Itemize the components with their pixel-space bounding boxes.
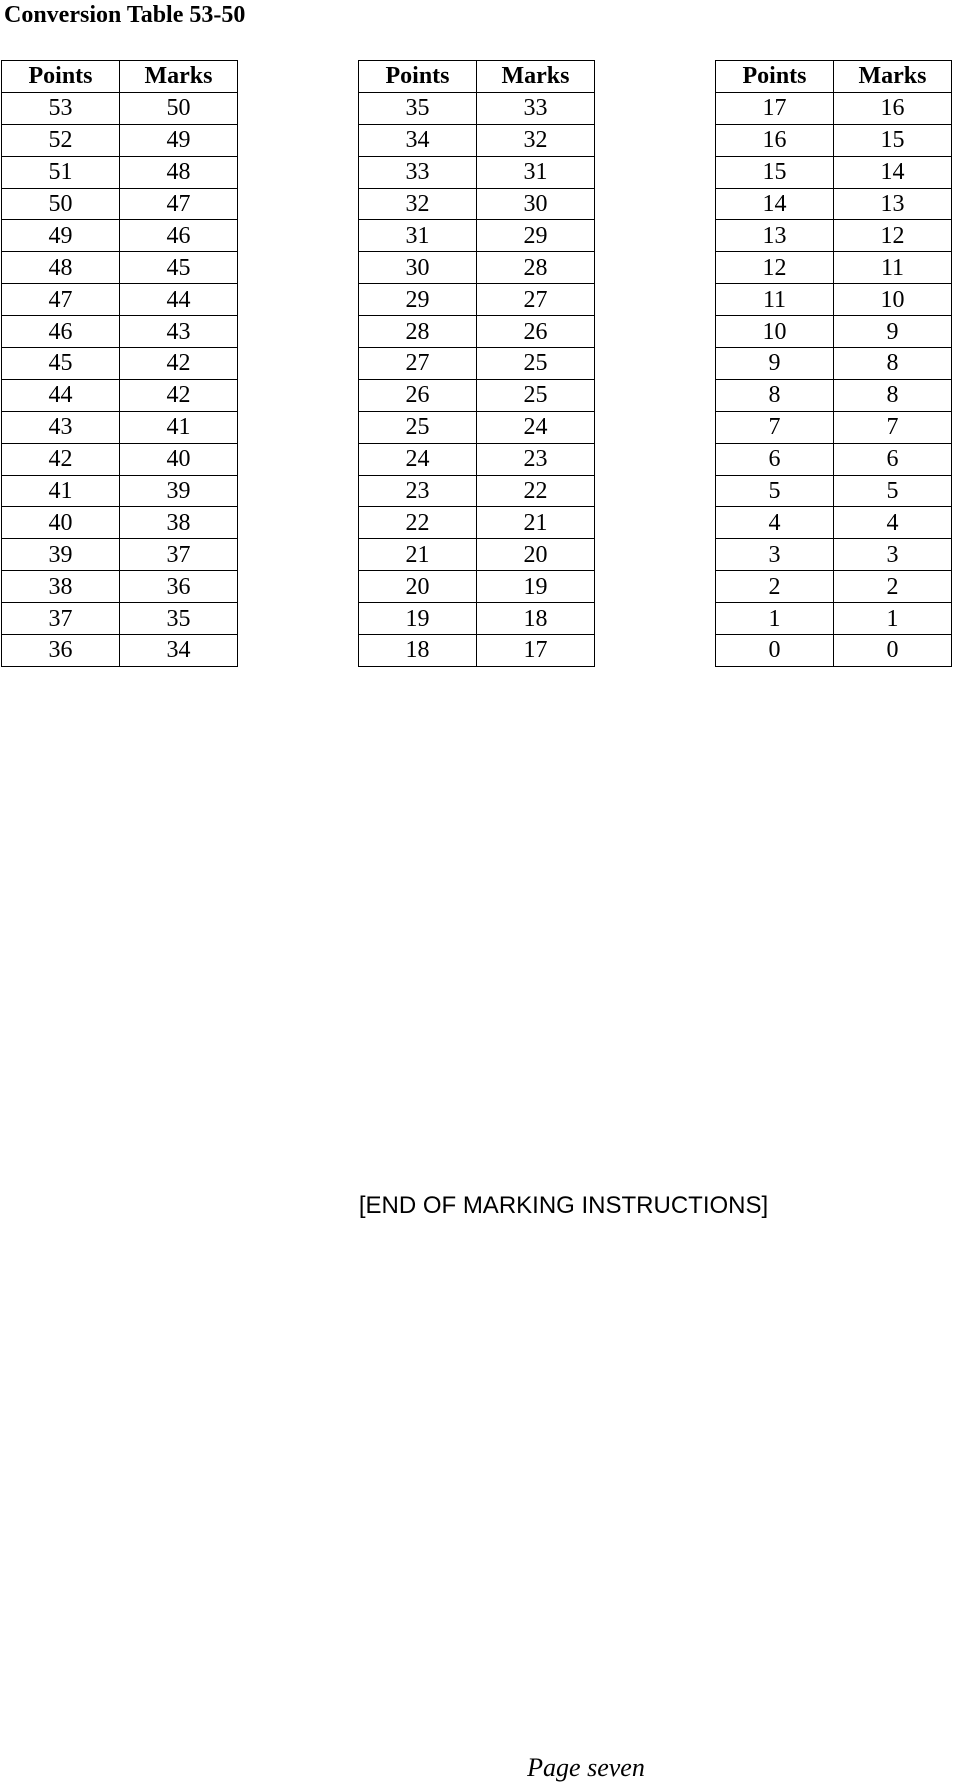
points-cell: 41 [2, 475, 120, 507]
table-row [716, 635, 952, 667]
points-cell: 37 [2, 603, 120, 635]
marks-cell: 33 [477, 92, 595, 124]
marks-cell: 27 [477, 284, 595, 316]
marks-cell: 19 [477, 571, 595, 603]
points-cell: 22 [359, 507, 477, 539]
points-cell: 9 [716, 348, 834, 380]
points-cell: 1 [716, 603, 834, 635]
marks-cell: 29 [477, 220, 595, 252]
marks-cell: 25 [477, 379, 595, 411]
table-row [716, 475, 952, 507]
points-cell: 16 [716, 124, 834, 156]
table-header-row [716, 61, 952, 93]
points-cell: 20 [359, 571, 477, 603]
marks-cell: 9 [834, 316, 952, 348]
table-row [359, 348, 595, 380]
points-cell: 14 [716, 188, 834, 220]
points-cell: 12 [716, 252, 834, 284]
points-cell: 13 [716, 220, 834, 252]
points-cell: 38 [2, 571, 120, 603]
table-row [359, 475, 595, 507]
points-cell: 49 [2, 220, 120, 252]
marks-cell: 7 [834, 411, 952, 443]
marks-cell: 17 [477, 635, 595, 667]
marks-cell: 41 [120, 411, 238, 443]
table-row [716, 220, 952, 252]
points-cell: 2 [716, 571, 834, 603]
marks-cell: 15 [834, 124, 952, 156]
marks-cell: 6 [834, 443, 952, 475]
marks-cell: 39 [120, 475, 238, 507]
table-row [359, 188, 595, 220]
marks-cell: 1 [834, 603, 952, 635]
table-row [359, 571, 595, 603]
table-row [716, 124, 952, 156]
marks-cell: 23 [477, 443, 595, 475]
table-row [359, 316, 595, 348]
conversion-table-2 [358, 60, 595, 667]
table-row [716, 156, 952, 188]
points-column-header: Points [716, 61, 834, 93]
points-cell: 44 [2, 379, 120, 411]
table-row [359, 603, 595, 635]
page-number: Page seven [527, 1753, 645, 1782]
marks-cell: 40 [120, 443, 238, 475]
points-cell: 4 [716, 507, 834, 539]
table-row [716, 188, 952, 220]
table-row [2, 443, 238, 475]
table-row [716, 603, 952, 635]
table-row [2, 348, 238, 380]
points-cell: 24 [359, 443, 477, 475]
points-cell: 50 [2, 188, 120, 220]
table-row [359, 252, 595, 284]
points-cell: 0 [716, 635, 834, 667]
points-cell: 48 [2, 252, 120, 284]
marks-cell: 49 [120, 124, 238, 156]
marks-cell: 26 [477, 316, 595, 348]
points-cell: 25 [359, 411, 477, 443]
points-cell: 43 [2, 411, 120, 443]
table-row [2, 156, 238, 188]
points-cell: 40 [2, 507, 120, 539]
marks-cell: 21 [477, 507, 595, 539]
points-cell: 29 [359, 284, 477, 316]
points-cell: 19 [359, 603, 477, 635]
points-cell: 27 [359, 348, 477, 380]
table-row [2, 571, 238, 603]
points-cell: 47 [2, 284, 120, 316]
marks-cell: 10 [834, 284, 952, 316]
points-cell: 23 [359, 475, 477, 507]
points-cell: 52 [2, 124, 120, 156]
end-of-marking-instructions: [END OF MARKING INSTRUCTIONS] [358, 1192, 769, 1219]
table-row [359, 539, 595, 571]
points-cell: 17 [716, 92, 834, 124]
marks-cell: 43 [120, 316, 238, 348]
marks-cell: 8 [834, 379, 952, 411]
marks-cell: 18 [477, 603, 595, 635]
marks-cell: 30 [477, 188, 595, 220]
points-cell: 46 [2, 316, 120, 348]
table-row [359, 284, 595, 316]
marks-cell: 34 [120, 635, 238, 667]
table-row [359, 220, 595, 252]
table-row [2, 411, 238, 443]
table-row [2, 539, 238, 571]
marks-cell: 20 [477, 539, 595, 571]
table-row [2, 379, 238, 411]
marks-cell: 0 [834, 635, 952, 667]
points-cell: 39 [2, 539, 120, 571]
table-row [2, 316, 238, 348]
marks-column-header: Marks [477, 61, 595, 93]
table-row [2, 603, 238, 635]
table-row [359, 156, 595, 188]
marks-column-header: Marks [120, 61, 238, 93]
table-row [2, 284, 238, 316]
table-row [716, 316, 952, 348]
marks-cell: 48 [120, 156, 238, 188]
points-cell: 34 [359, 124, 477, 156]
table-row [359, 635, 595, 667]
points-cell: 26 [359, 379, 477, 411]
marks-cell: 3 [834, 539, 952, 571]
points-column-header: Points [359, 61, 477, 93]
marks-cell: 45 [120, 252, 238, 284]
points-column-header: Points [2, 61, 120, 93]
points-cell: 35 [359, 92, 477, 124]
marks-cell: 12 [834, 220, 952, 252]
table-header-row [2, 61, 238, 93]
points-cell: 28 [359, 316, 477, 348]
table-row [359, 92, 595, 124]
table-row [359, 443, 595, 475]
points-cell: 15 [716, 156, 834, 188]
points-cell: 30 [359, 252, 477, 284]
table-row [359, 411, 595, 443]
table-row [359, 379, 595, 411]
table-row [2, 475, 238, 507]
table-header-row [359, 61, 595, 93]
marks-cell: 37 [120, 539, 238, 571]
table-row [716, 507, 952, 539]
marks-cell: 31 [477, 156, 595, 188]
table-row [359, 507, 595, 539]
table-row [716, 92, 952, 124]
points-cell: 36 [2, 635, 120, 667]
table-row [716, 379, 952, 411]
table-row [359, 124, 595, 156]
points-cell: 11 [716, 284, 834, 316]
table-row [716, 284, 952, 316]
marks-cell: 44 [120, 284, 238, 316]
points-cell: 53 [2, 92, 120, 124]
marks-column-header: Marks [834, 61, 952, 93]
table-row [2, 92, 238, 124]
points-cell: 51 [2, 156, 120, 188]
points-cell: 21 [359, 539, 477, 571]
marks-cell: 50 [120, 92, 238, 124]
marks-cell: 5 [834, 475, 952, 507]
table-row [716, 348, 952, 380]
points-cell: 18 [359, 635, 477, 667]
marks-cell: 42 [120, 348, 238, 380]
points-cell: 3 [716, 539, 834, 571]
marks-cell: 42 [120, 379, 238, 411]
marks-cell: 11 [834, 252, 952, 284]
marks-cell: 36 [120, 571, 238, 603]
table-row [716, 571, 952, 603]
table-row [716, 539, 952, 571]
points-cell: 32 [359, 188, 477, 220]
points-cell: 6 [716, 443, 834, 475]
points-cell: 8 [716, 379, 834, 411]
marks-cell: 25 [477, 348, 595, 380]
points-cell: 7 [716, 411, 834, 443]
marks-cell: 2 [834, 571, 952, 603]
marks-cell: 38 [120, 507, 238, 539]
points-cell: 5 [716, 475, 834, 507]
marks-cell: 4 [834, 507, 952, 539]
marks-cell: 16 [834, 92, 952, 124]
table-row [716, 443, 952, 475]
marks-cell: 13 [834, 188, 952, 220]
marks-cell: 32 [477, 124, 595, 156]
points-cell: 33 [359, 156, 477, 188]
table-row [2, 252, 238, 284]
table-row [2, 507, 238, 539]
marks-cell: 47 [120, 188, 238, 220]
table-row [2, 188, 238, 220]
marks-cell: 22 [477, 475, 595, 507]
page-title: Conversion Table 53-50 [4, 2, 246, 28]
points-cell: 31 [359, 220, 477, 252]
marks-cell: 14 [834, 156, 952, 188]
table-row [716, 252, 952, 284]
conversion-table-1 [1, 60, 238, 667]
marks-cell: 24 [477, 411, 595, 443]
marks-cell: 46 [120, 220, 238, 252]
marks-cell: 35 [120, 603, 238, 635]
marks-cell: 28 [477, 252, 595, 284]
points-cell: 10 [716, 316, 834, 348]
table-row [716, 411, 952, 443]
marks-cell: 8 [834, 348, 952, 380]
table-row [2, 635, 238, 667]
points-cell: 45 [2, 348, 120, 380]
table-row [2, 220, 238, 252]
table-row [2, 124, 238, 156]
points-cell: 42 [2, 443, 120, 475]
conversion-table-3 [715, 60, 952, 667]
